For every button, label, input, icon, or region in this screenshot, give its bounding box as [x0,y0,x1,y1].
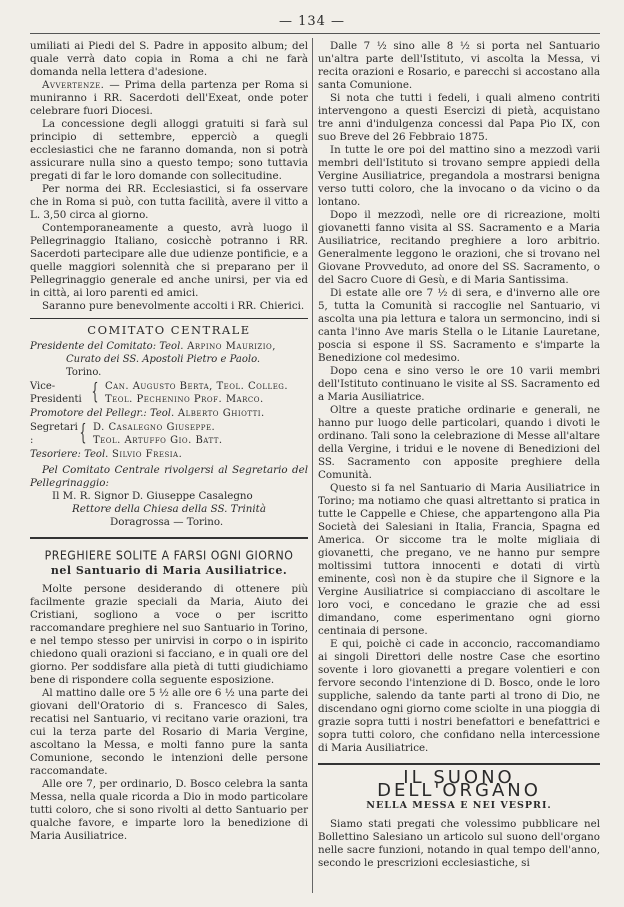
presidente-line [30,340,308,353]
tesoriere-line [30,448,308,461]
paragraph: Si nota che tutti i fedeli, i quali almeno contriti intervengono a questi Esercizi di pietà, acquistano tre anni d'indulgenza concessi dal Papa Pio IX, con suo Breve del 26 Febbraio 1875. [318,92,600,143]
paragraph: umiliati ai Piedi del S. Padre in apposito album; del quale verrà dato copia in Roma a chi ne farà domanda nella lettera d'adesione. [30,40,308,78]
brace-icon: { [91,380,99,405]
column-divider [312,38,313,893]
paragraph: Oltre a queste pratiche ordinarie e generali, ne hanno pur luogo delle particolari, quando i divoti le ordinano. Tali sono la celebrazione di Messe all'altare della Vergine, i tridui e le novene di Benedizioni del SS. Sacramento con apposite preghiere della Comunità. [318,404,600,481]
promotore-name: Alberto Ghiotti. [174,408,265,419]
paragraph: Contemporaneamente a questo, avrà luogo il Pellegrinaggio Italiano, cosicchè potranno i RR. Sacerdoti partecipare alle due udienze pontificie, e a quelle maggiori solennità che si preparano per il Pellegrinaggio generale ed anche unirsi, per via ed in città, ai loro parenti ed amici. [30,222,308,299]
presidente-line3: Torino. [66,367,102,378]
vice-label: Vice-Presidenti [30,381,82,405]
avvertenze-paragraph [30,79,308,118]
tesoriere-name: Silvio Fresia. [108,449,183,460]
suono-subtitle: NELLA MESSA E NEI VESPRI. [366,800,552,811]
signature-line1: Il M. R. Signor D. Giuseppe Casalegno [52,490,253,502]
segr-2: Teol. Artuffo Gio. Batt. [93,435,223,446]
avvertenze-label: Avvertenze. [42,79,105,91]
right-column [318,40,600,870]
presidente-line2: Curato dei SS. Apostoli Pietro e Paolo. [66,354,261,365]
presidente-name: Arpino Maurizio, [183,341,276,352]
pel-comitato: Pel Comitato Centrale rivolgersi al Segretario del Pellegrinaggio: [30,464,308,489]
preghiere-title: PREGHIERE SOLITE A FARSI OGNI GIORNO [44,548,294,563]
vice-presidenti [30,380,308,406]
paragraph: Siamo stati pregati che volessimo pubblicare nel Bollettino Salesiano un articolo sul suono dell'organo nelle sacre funzioni, notando in qual tempo dell'anno, secondo le prescrizioni ecclesiastiche, si [318,818,600,869]
paragraph: Dopo il mezzodì, nelle ore di ricreazione, molti giovanetti fanno visita al SS. Sacramento e a Maria Ausiliatrice, recitando preghiere a loro arbitrio. Generalmente leggono le orazioni, che si trovano nel Giovane Provveduto, ad onore del SS. Sacramento, o del Sacro Cuore di Gesù, e di Maria Santissima. [318,209,600,286]
paragraph: Per norma dei RR. Ecclesiastici, si fa osservare che in Roma si può, con tutta facilità, avere il vitto a L. 3,50 circa al giorno. [30,183,308,221]
segr-1: D. Casalegno Giuseppe. [93,422,216,433]
presidente-role: Presidente del Comitato: Teol. [30,341,184,352]
paragraph: Saranno pure benevolmente accolti i RR. Chierici. [42,300,305,312]
tesoriere-role: Tesoriere: Teol. [30,449,109,460]
paragraph: In tutte le ore poi del mattino sino a mezzodì varii membri dell'Istituto si trovano sempre appiedi della Vergine Ausiliatrice, pregandola a mostrarsi benigna verso tutti coloro, che la invocano o da vicino o da lontano. [318,144,600,208]
paragraph: Al mattino dalle ore 5 ½ alle ore 6 ½ una parte dei giovani dell'Oratorio di s. Francesco di Sales, recatisi nel Santuario, vi recitano varie orazioni, tra cui la terza parte del Rosario di Maria Vergine, ascoltano la Messa, e molti fanno pure la santa Comunione, secondo le intenzioni delle persone raccomandate. [30,687,308,777]
section-rule [318,763,600,765]
preghiere-subtitle: nel Santuario di Maria Ausiliatrice. [50,564,288,577]
paragraph: Dopo cena e sino verso le ore 10 varii membri dell'Istituto continuano le visite al SS. Sacramento ed a Maria Ausiliatrice. [318,365,600,403]
promotore-line [30,407,308,420]
section-rule [30,537,308,539]
segretari [30,421,308,447]
vice-1: Can. Augusto Berta, Teol. Colleg. [105,381,289,392]
segretari-names [93,421,223,447]
signature-line3: Doragrossa — Torino. [110,516,224,528]
page-number: — 134 — [278,14,346,29]
avvertenze-text: — Prima della partenza per Roma si muniranno i RR. Sacerdoti dell'Exeat, onde poter celebrare fuori Diocesi. [30,79,308,117]
paragraph: E qui, poichè ci cade in acconcio, raccomandiamo ai singoli Direttori delle nostre Case che esortino sovente i loro giovanetti a pregare volentieri e con fervore secondo l'intenzione di D. Bosco, onde le loro suppliche, salendo da tante parti al trono di Dio, ne discendano ogni giorno come sciolte in una pioggia di grazie sopra tutti i nostri benefattori e benefattrici e sopra tutti coloro, che confidano nella intercessione di Maria Ausiliatrice. [318,638,600,754]
section-rule [30,318,308,319]
comitato-title: COMITATO CENTRALE [87,323,251,337]
paragraph: Di estate alle ore 7 ½ di sera, e d'inverno alle ore 5, tutta la Comunità si raccoglie nel Santuario, vi ascolta una pia lettura e talora un sermoncino, indi si canta l'inno Ave maris Stella o le Litanie Lauretane, poscia si espone il SS. Sacramento e s'imparte la Benedizione col medesimo. [318,287,600,364]
segretari-label: Segretari : [30,422,78,446]
vice-2: Teol. Pechenino Prof. Marco. [105,394,264,405]
paragraph: Questo si fa nel Santuario di Maria Ausiliatrice in Torino; ma notiamo che quasi altrettanto si pratica in tutte le Cappelle e Chiese, che appartengono alla Pia Società dei Salesiani in Italia, Francia, Spagna ed America. Or siccome tra le molte migliaia di giovanetti, che pregano, ve ne hanno pur sempre moltissimi tuttora innocenti e dotati di virtù eminente, così non è da stupire che il Signore e la Vergine Ausiliatrice si compiacciano di ascoltare le loro voci, e concedano le grazie che ad essi dimandano, come esperimentano ogni giorno centinaia di persone. [318,482,600,637]
comitato-roster [30,340,308,461]
left-column [30,40,308,843]
paragraph: Molte persone desiderando di ottenere più facilmente grazie speciali da Maria, Aiuto dei Cristiani, sogliono a voce o per iscritto raccomandare preghiere nel suo Santuario in Torino, e nel tempo stesso per unirvisi in corpo o in ispirito chiedono quali orazioni si facciano, e in quali ore del giorno. Per soddisfare alla pietà di tutti giudichiamo bene di rispondere colla seguente esposizione. [30,583,308,686]
paragraph: La concessione degli alloggi gratuiti si farà sul principio di settembre, epperciò a quegli ecclesiastici che ne faranno domanda, non si potrà assicurare nulla sino a questo tempo; sono tuttavia pregati di far le loro domande con sollecitudine. [30,118,308,182]
signature-line2: Rettore della Chiesa della SS. Trinità [72,503,266,515]
header-rule [30,33,600,34]
promotore-role: Promotore del Pellegr.: Teol. [30,408,175,419]
suono-title: IL SUONO DELL'ORGANO [377,767,541,801]
paragraph: Dalle 7 ½ sino alle 8 ½ si porta nel Santuario un'altra parte dell'Istituto, vi ascolta la Messa, vi recita orazioni e Rosario, e parecchi si accostano alla santa Comunione. [318,40,600,91]
brace-icon: { [79,421,87,446]
vice-names [105,380,288,406]
paragraph: Alle ore 7, per ordinario, D. Bosco celebra la santa Messa, nella quale ricorda a Dio in modo particolare tutti coloro, che si sono rivolti al detto Santuario per qualche favore, e imparte loro la benedizione di Maria Ausiliatrice. [30,778,308,842]
